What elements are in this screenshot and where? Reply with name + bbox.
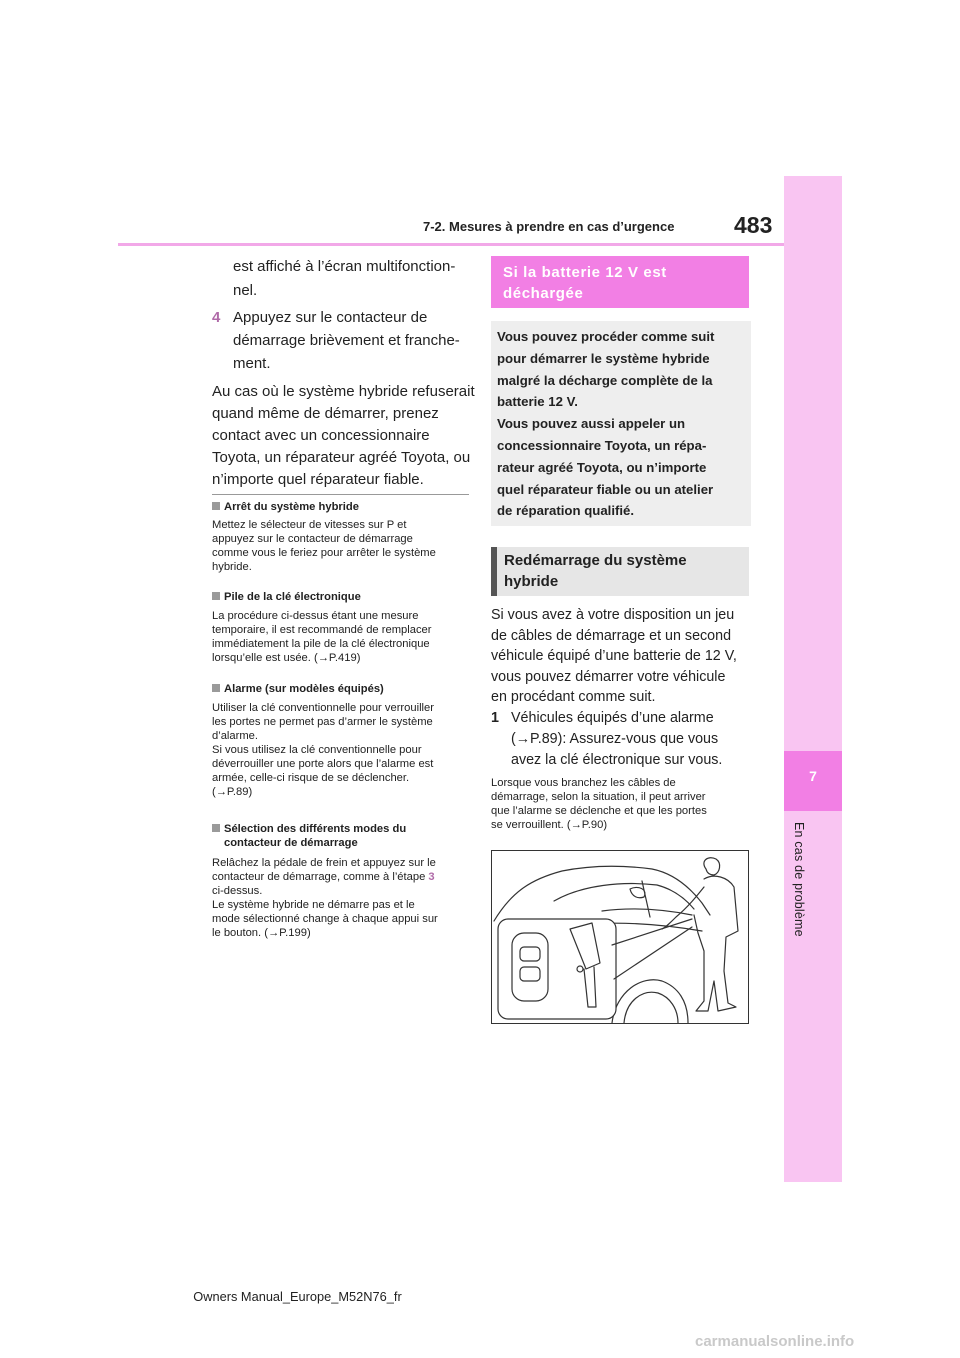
section-body-line: temporaire, il est recommandé de remplacer: [212, 624, 432, 636]
step-reference: 3: [428, 871, 435, 883]
section-body-line: [212, 870, 435, 884]
paragraph-line: Toyota, un réparateur agréé Toyota, ou: [212, 449, 471, 466]
section-body-line: Le système hybride ne démarre pas et le: [212, 899, 415, 911]
page-number: 483: [734, 212, 773, 238]
chapter-label: En cas de problème: [792, 822, 806, 937]
header-rule: [118, 243, 784, 246]
paragraph-line: Si vous avez à votre disposition un jeu: [491, 607, 735, 623]
section-body-line: lorsqu’elle est usée. (→P.419): [212, 652, 361, 664]
section-heading: [212, 500, 359, 514]
car-wheel: [624, 992, 678, 1023]
square-bullet-icon: [212, 824, 220, 832]
chapter-number: 7: [809, 768, 817, 784]
pointer-line: [614, 927, 692, 979]
person-arm: [662, 887, 704, 929]
section-body-line: comme vous le feriez pour arrêter le système: [212, 547, 436, 559]
paragraph-line: de câbles de démarrage et un second: [491, 628, 732, 644]
info-box-text: [497, 326, 747, 522]
restart-heading-bar: [491, 547, 497, 596]
car-wheel-arch: [612, 980, 688, 1023]
step-line: démarrage brièvement et franche-: [233, 332, 460, 349]
continuation-line: est affiché à l’écran multifonction-: [233, 258, 456, 275]
step-line: (→P.89): Assurez-vous que vous: [511, 731, 719, 747]
info-box-line: Vous pouvez aussi appeler un: [497, 416, 686, 432]
info-box-line: rateur agréé Toyota, ou n’importe: [497, 459, 707, 475]
person-body: [694, 876, 738, 1011]
paragraph-line: n’importe quel réparateur fiable.: [212, 471, 424, 488]
section-body-line: armée, celle-ci risque de se déclencher.: [212, 772, 410, 784]
section-body-line: appuyez sur le contacteur de démarrage: [212, 533, 413, 545]
paragraph-line: quand même de démarrer, prenez: [212, 405, 439, 422]
battery-heading: [503, 262, 743, 304]
section-heading: [212, 822, 406, 836]
square-bullet-icon: [212, 502, 220, 510]
car-and-keys-drawing: [492, 851, 748, 1023]
section-body-line: (→P.89): [212, 786, 253, 798]
footer-text: Owners Manual_Europe_M52N76_fr: [193, 1289, 402, 1304]
info-box-line: malgré la décharge complète de la: [497, 372, 713, 388]
section-body-line: Si vous utilisez la clé conventionnelle pour: [212, 744, 422, 756]
section-body-line: Relâchez la pédale de frein et appuyez sur le: [212, 857, 436, 869]
section-body-text: contacteur de démarrage, comme à l’étape: [212, 871, 429, 883]
car-pillar-line: [642, 881, 650, 917]
section-divider: [212, 494, 469, 495]
battery-heading-line: Si la batterie 12 V est: [503, 264, 667, 281]
car-key-illustration: [491, 850, 749, 1024]
paragraph-line: Au cas où le système hybride refuserait: [212, 383, 475, 400]
section-body-line: hybride.: [212, 561, 252, 573]
step-line: Appuyez sur le contacteur de: [233, 309, 428, 326]
section-heading: [212, 590, 361, 604]
paragraph-line: contact avec un concessionnaire: [212, 427, 430, 444]
watermark: carmanualsonline.info: [695, 1333, 855, 1350]
info-box-line: pour démarrer le système hybride: [497, 350, 710, 366]
continuation-line: nel.: [233, 282, 258, 299]
section-body-line: déverrouiller une porte alors que l’alarme est: [212, 758, 434, 770]
section-body-line: mode sélectionné change à chaque appui sur: [212, 913, 438, 925]
section-body-line: La procédure ci-dessus étant une mesure: [212, 610, 419, 622]
section-body-line: Mettez le sélecteur de vitesses sur P et: [212, 519, 407, 531]
step-number: 1: [491, 710, 499, 726]
chapter-side-tab: [784, 176, 842, 1182]
info-box-line: Vous pouvez procéder comme suit: [497, 329, 715, 344]
section-body-line: d’alarme.: [212, 730, 259, 742]
info-box-line: de réparation qualifié.: [497, 503, 635, 519]
section-title: 7-2. Mesures à prendre en cas d’urgence: [423, 219, 675, 234]
section-body-line: le bouton. (→P.199): [212, 927, 311, 939]
car-mirror: [630, 887, 645, 897]
section-heading: [212, 682, 384, 696]
step-line: avez la clé électronique sur vous.: [511, 752, 723, 768]
section-heading-text: Pile de la clé électronique: [224, 591, 361, 603]
step-line: Véhicules équipés d’une alarme: [511, 710, 714, 726]
person-head: [704, 858, 720, 875]
info-box-line: batterie 12 V.: [497, 394, 578, 410]
section-body-line: immédiatement la pile de la clé électronique: [212, 638, 430, 650]
note-line: démarrage, selon la situation, il peut arriver: [491, 791, 706, 803]
note-line: Lorsque vous branchez les câbles de: [491, 777, 676, 789]
step-number: 4: [212, 309, 221, 326]
step-line: ment.: [233, 355, 271, 372]
paragraph-line: véhicule équipé d’une batterie de 12 V,: [491, 648, 737, 664]
restart-heading-line: hybride: [504, 573, 559, 590]
square-bullet-icon: [212, 684, 220, 692]
key-inset-frame: [498, 919, 616, 1019]
paragraph-line: vous pouvez démarrer votre véhicule: [491, 669, 726, 685]
info-box-line: concessionnaire Toyota, un répa-: [497, 437, 707, 453]
note-line: se verrouillent. (→P.90): [491, 819, 608, 831]
section-heading-text: Alarme (sur modèles équipés): [224, 683, 384, 695]
square-bullet-icon: [212, 592, 220, 600]
car-window-line: [554, 884, 694, 909]
note-line: que l’alarme se déclenche et que les portes: [491, 805, 707, 817]
section-heading-text: Arrêt du système hybride: [224, 501, 359, 513]
restart-heading: [504, 550, 744, 592]
section-heading-text: contacteur de démarrage: [224, 837, 358, 849]
info-box-line: quel réparateur fiable ou un atelier: [497, 481, 714, 497]
section-body-line: Utiliser la clé conventionnelle pour verrouiller: [212, 702, 434, 714]
section-body-line: les portes ne permet pas d’armer le système: [212, 716, 433, 728]
section-heading-text: Sélection des différents modes du: [224, 823, 407, 835]
battery-heading-line: déchargée: [503, 285, 584, 302]
paragraph-line: en procédant comme suit.: [491, 689, 656, 705]
restart-heading-line: Redémarrage du système: [504, 552, 687, 569]
section-body-line: ci-dessus.: [212, 885, 263, 897]
